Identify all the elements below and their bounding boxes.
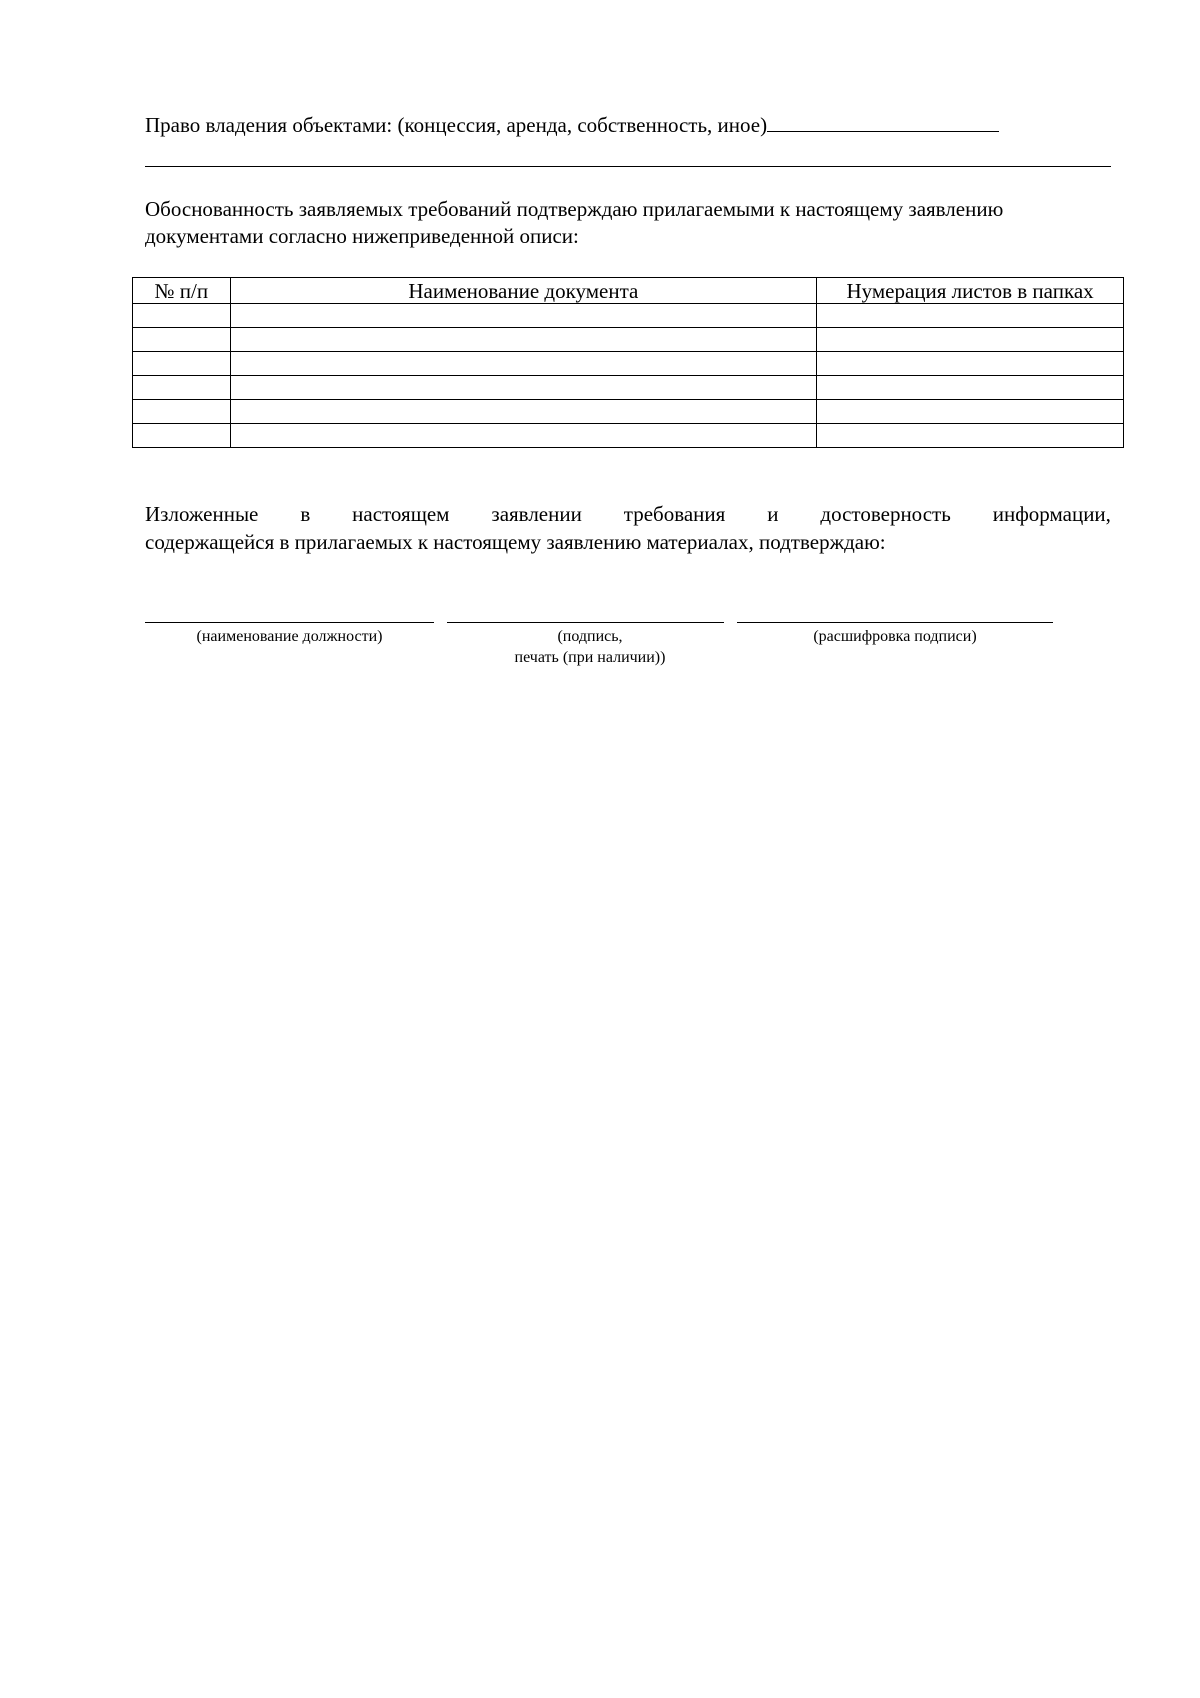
table-header-row bbox=[133, 278, 1124, 304]
cell-document-name[interactable] bbox=[230, 424, 817, 448]
cell-number[interactable] bbox=[133, 304, 231, 328]
cell-page-numbering[interactable] bbox=[817, 376, 1124, 400]
confirmation-word: настоящем bbox=[352, 502, 450, 526]
ownership-field bbox=[145, 113, 999, 138]
confirmation-word: и bbox=[767, 502, 779, 526]
table-row bbox=[133, 424, 1124, 448]
cell-document-name[interactable] bbox=[230, 328, 817, 352]
table-row bbox=[133, 352, 1124, 376]
cell-page-numbering[interactable] bbox=[817, 424, 1124, 448]
signature-caption-line-1: (подпись, bbox=[557, 628, 623, 645]
cell-page-numbering[interactable] bbox=[817, 352, 1124, 376]
cell-number[interactable] bbox=[133, 376, 231, 400]
confirmation-word: информации, bbox=[992, 502, 1111, 526]
signature-caption bbox=[470, 626, 710, 668]
decode-caption: (расшифровка подписи) bbox=[813, 628, 977, 645]
confirmation-line-2: содержащейся в прилагаемых к настоящему заявлению материалах, подтверждаю: bbox=[145, 530, 886, 554]
document-inventory-table bbox=[132, 277, 1124, 448]
cell-page-numbering[interactable] bbox=[817, 328, 1124, 352]
confirmation-word: Изложенные bbox=[145, 502, 259, 526]
cell-document-name[interactable] bbox=[230, 376, 817, 400]
table-row bbox=[133, 328, 1124, 352]
position-signature-line[interactable] bbox=[145, 622, 434, 623]
ownership-input-line[interactable] bbox=[767, 113, 999, 132]
table-row bbox=[133, 376, 1124, 400]
header-document-name: Наименование документа bbox=[230, 278, 817, 304]
cell-document-name[interactable] bbox=[230, 304, 817, 328]
signature-caption-line-2: печать (при наличии)) bbox=[514, 649, 666, 666]
cell-number[interactable] bbox=[133, 400, 231, 424]
ownership-continuation-line[interactable] bbox=[145, 166, 1111, 167]
cell-page-numbering[interactable] bbox=[817, 304, 1124, 328]
confirmation-word: требования bbox=[623, 502, 726, 526]
confirmation-line-1 bbox=[145, 500, 1111, 528]
cell-number[interactable] bbox=[133, 424, 231, 448]
signature-decode-line[interactable] bbox=[737, 622, 1053, 623]
position-caption: (наименование должности) bbox=[196, 628, 383, 645]
confirmation-word: заявлении bbox=[491, 502, 582, 526]
header-page-numbering: Нумерация листов в папках bbox=[817, 278, 1124, 304]
cell-document-name[interactable] bbox=[230, 400, 817, 424]
cell-document-name[interactable] bbox=[230, 352, 817, 376]
confirmation-word: достоверность bbox=[820, 502, 951, 526]
table-row bbox=[133, 400, 1124, 424]
cell-page-numbering[interactable] bbox=[817, 400, 1124, 424]
cell-number[interactable] bbox=[133, 328, 231, 352]
confirmation-paragraph bbox=[145, 500, 1111, 556]
signature-line[interactable] bbox=[447, 622, 724, 623]
justification-paragraph: Обоснованность заявляемых требований подтверждаю прилагаемыми к настоящему заявлению документами согласно нижеприведенной описи: bbox=[145, 197, 1004, 248]
header-number: № п/п bbox=[133, 278, 231, 304]
table-row bbox=[133, 304, 1124, 328]
confirmation-word: в bbox=[300, 502, 311, 526]
ownership-label: Право владения объектами: (концессия, аренда, собственность, иное) bbox=[145, 113, 768, 137]
cell-number[interactable] bbox=[133, 352, 231, 376]
